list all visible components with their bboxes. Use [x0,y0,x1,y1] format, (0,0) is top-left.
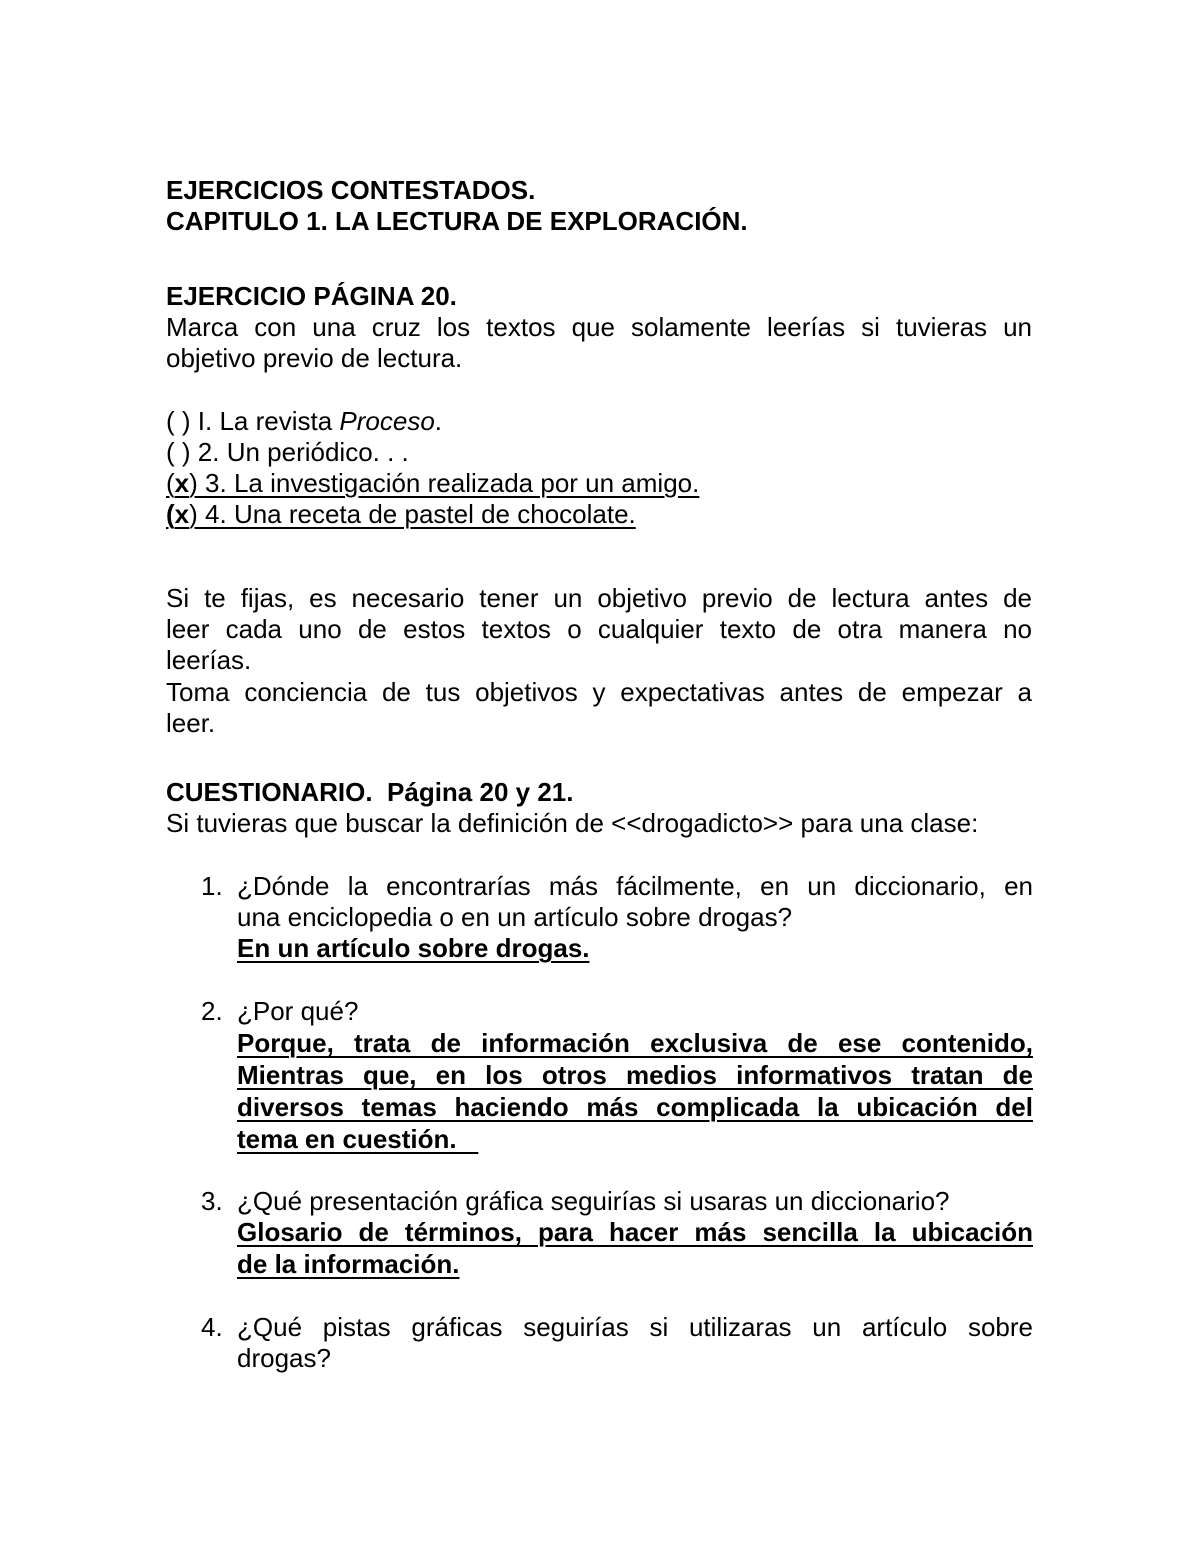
option-mark-close: ) [181,406,198,436]
chapter-title: CAPITULO 1. LA LECTURA DE EXPLORACIÓN. [166,206,748,236]
option-mark-open: ( [166,406,182,436]
option-mark-close: ) [181,437,198,467]
option-mark-open: ( [166,437,182,467]
option-text-end: . [434,406,443,436]
answer-text: de la información. [237,1249,460,1279]
option-item-selected [166,499,636,530]
option-item [166,437,409,468]
option-text-italic: Proceso [339,406,435,436]
question-text: ¿Por qué? [237,996,359,1026]
option-mark-close: ) [189,499,206,529]
question-text: ¿Qué presentación gráfica seguirías si usaras un diccionario? [237,1186,950,1216]
option-text: 3. La investigación realizada por un amigo. [205,468,700,498]
questionnaire-heading: CUESTIONARIO. Página 20 y 21. [166,777,574,807]
question-text: ¿Dónde la encontrarías más fácilmente, en un diccionario, en [237,871,1033,901]
note-line2: leer cada uno de estos textos o cualquier texto de otra manera no [166,614,1032,644]
option-mark-x: x [174,468,190,498]
answer-text: Porque, trata de información exclusiva de ese contenido, [237,1028,1033,1058]
document-title: EJERCICIOS CONTESTADOS. [166,175,536,205]
question-text: ¿Qué pistas gráficas seguirías si utilizaras un artículo sobre [237,1312,1033,1342]
exercise-heading: EJERCICIO PÁGINA 20. [166,281,457,311]
option-item-selected [166,468,699,499]
exercise-instruction-line1: Marca con una cruz los textos que solamente leerías si tuvieras un [166,312,1032,342]
question-number: 3. [201,1186,223,1216]
option-mark-open: ( [166,468,175,498]
option-mark-close: ) [189,468,206,498]
answer-text: diversos temas haciendo más complicada la ubicación del [237,1092,1033,1122]
question-text: drogas? [237,1343,331,1373]
question-number: 1. [201,871,223,901]
questionnaire-intro: Si tuvieras que buscar la definición de <<drogadicto>> para una clase: [166,808,979,838]
answer-text: Mientras que, en los otros medios informativos tratan de [237,1060,1033,1090]
note-line1: Si te fijas, es necesario tener un objetivo previo de lectura antes de [166,583,1032,613]
option-mark-open: ( [166,499,175,529]
answer-text: tema en cuestión. [237,1124,479,1154]
question-number: 4. [201,1312,223,1342]
option-mark-x: x [174,499,190,529]
question-text: una enciclopedia o en un artículo sobre drogas? [237,902,793,932]
question-number: 2. [201,996,223,1026]
answer-text: En un artículo sobre drogas. [237,933,590,963]
note2-line1: Toma conciencia de tus objetivos y expectativas antes de empezar a [166,677,1032,707]
option-text: 4. Una receta de pastel de chocolate. [205,499,636,529]
option-item [166,406,442,437]
answer-text: Glosario de términos, para hacer más sencilla la ubicación [237,1217,1033,1247]
option-text: 2. Un periódico. . . [197,437,409,467]
exercise-instruction-line2: objetivo previo de lectura. [166,343,463,373]
option-text: I. La revista [197,406,340,436]
note2-line2: leer. [166,708,216,738]
note-line3: leerías. [166,645,252,675]
